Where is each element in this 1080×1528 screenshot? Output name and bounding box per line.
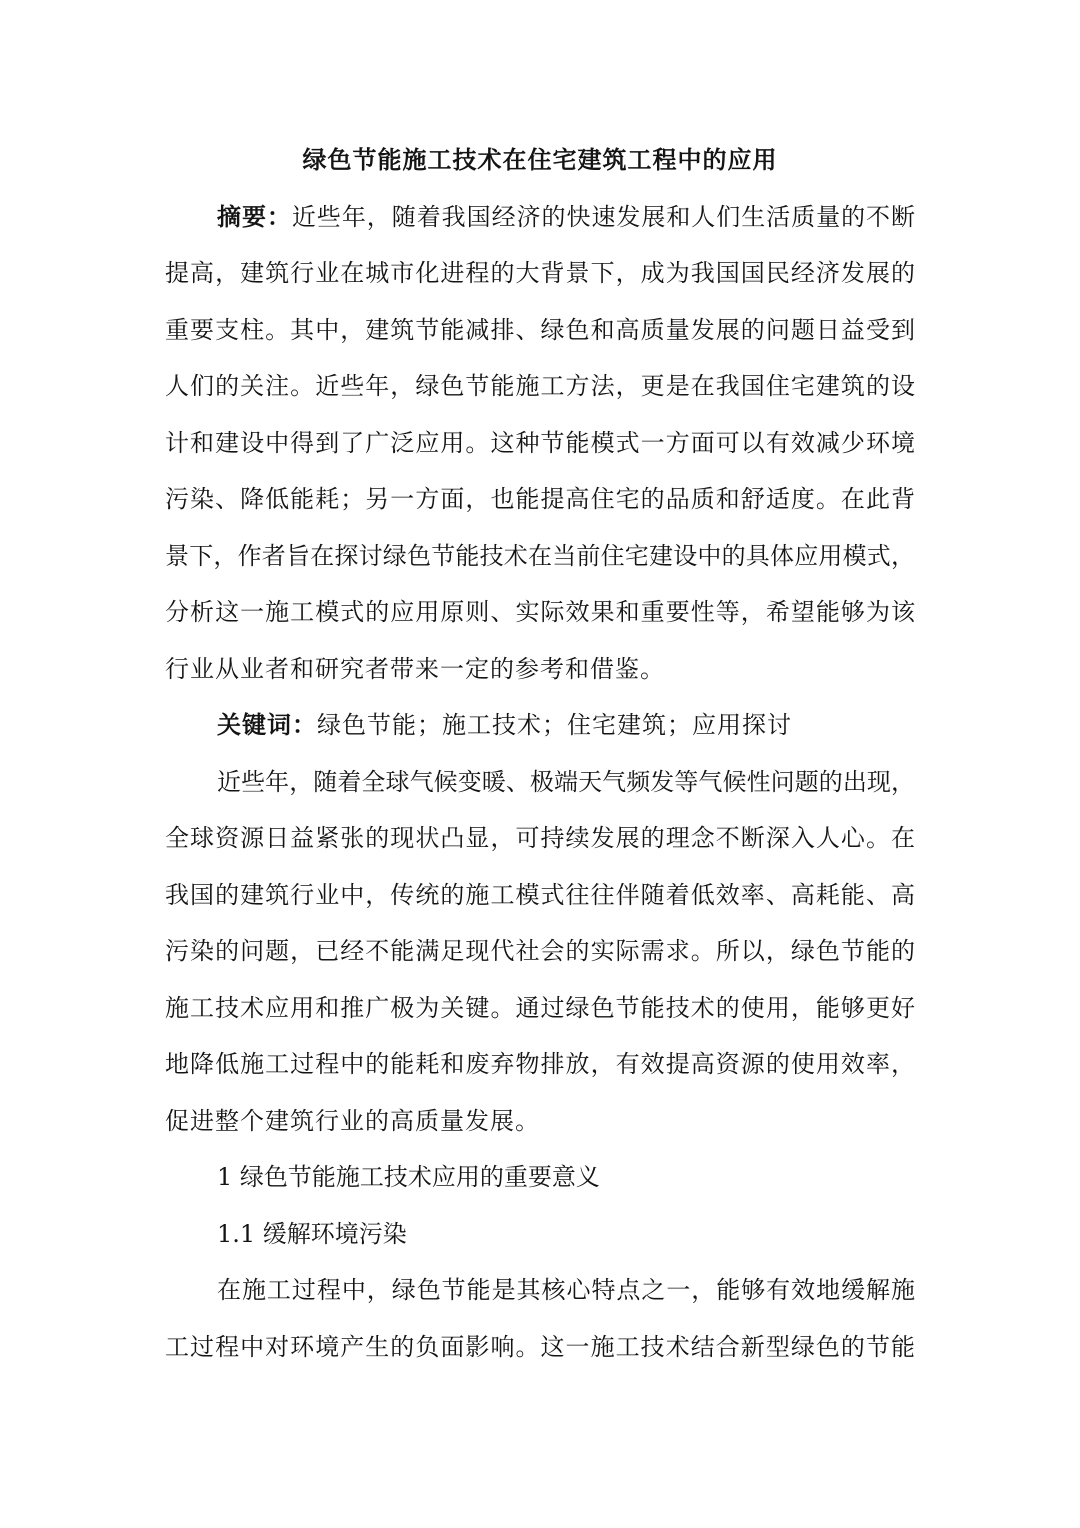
abstract-line: 景下，作者旨在探讨绿色节能技术在当前住宅建设中的具体应用模式， bbox=[165, 541, 915, 570]
intro-line: 近些年，随着全球气候变暖、极端天气频发等气候性问题的出现， bbox=[217, 767, 915, 796]
intro-paragraph bbox=[165, 754, 915, 1150]
abstract-line: 重要支柱。其中，建筑节能减排、绿色和高质量发展的问题日益受到 bbox=[165, 315, 915, 344]
intro-line: 施工技术应用和推广极为关键。通过绿色节能技术的使用，能够更好 bbox=[165, 993, 915, 1022]
abstract-paragraph bbox=[165, 189, 915, 698]
intro-line: 促进整个建筑行业的高质量发展。 bbox=[165, 1106, 540, 1135]
document-title: 绿色节能施工技术在住宅建筑工程中的应用 bbox=[302, 145, 778, 174]
intro-line: 地降低施工过程中的能耗和废弃物排放，有效提高资源的使用效率， bbox=[165, 1050, 915, 1078]
section-paragraph bbox=[165, 1262, 915, 1375]
abstract-line: 分析这一施工模式的应用原则、实际效果和重要性等，希望能够为该 bbox=[165, 598, 915, 626]
abstract-line: 污染、降低能耗；另一方面，也能提高住宅的品质和舒适度。在此背 bbox=[165, 485, 915, 513]
document-body bbox=[165, 132, 915, 1375]
subsection-heading: 1.1 缓解环境污染 bbox=[217, 1219, 407, 1248]
keywords-label: 关键词： bbox=[217, 710, 317, 739]
section-line: 工过程中对环境产生的负面影响。这一施工技术结合新型绿色的节能 bbox=[165, 1332, 915, 1361]
keywords-text: 绿色节能；施工技术；住宅建筑；应用探讨 bbox=[317, 711, 792, 739]
keywords-line bbox=[165, 697, 915, 754]
abstract-line: 行业从业者和研究者带来一定的参考和借鉴。 bbox=[165, 654, 665, 683]
abstract-line bbox=[165, 189, 915, 246]
intro-line: 污染的问题，已经不能满足现代社会的实际需求。所以，绿色节能的 bbox=[165, 937, 915, 965]
intro-line: 我国的建筑行业中，传统的施工模式往往伴随着低效率、高耗能、高 bbox=[165, 880, 915, 909]
section-heading: 1 绿色节能施工技术应用的重要意义 bbox=[217, 1163, 600, 1191]
intro-line: 全球资源日益紧张的现状凸显，可持续发展的理念不断深入人心。在 bbox=[165, 824, 915, 852]
abstract-line: 人们的关注。近些年，绿色节能施工方法，更是在我国住宅建筑的设 bbox=[165, 372, 915, 400]
section-line: 在施工过程中，绿色节能是其核心特点之一，能够有效地缓解施 bbox=[217, 1276, 915, 1304]
abstract-label: 摘要： bbox=[217, 201, 292, 231]
abstract-line: 提高，建筑行业在城市化进程的大背景下，成为我国国民经济发展的 bbox=[165, 259, 915, 287]
abstract-line-text: 近些年，随着我国经济的快速发展和人们生活质量的不断 bbox=[291, 202, 915, 231]
abstract-line: 计和建设中得到了广泛应用。这种节能模式一方面可以有效减少环境 bbox=[165, 428, 915, 457]
